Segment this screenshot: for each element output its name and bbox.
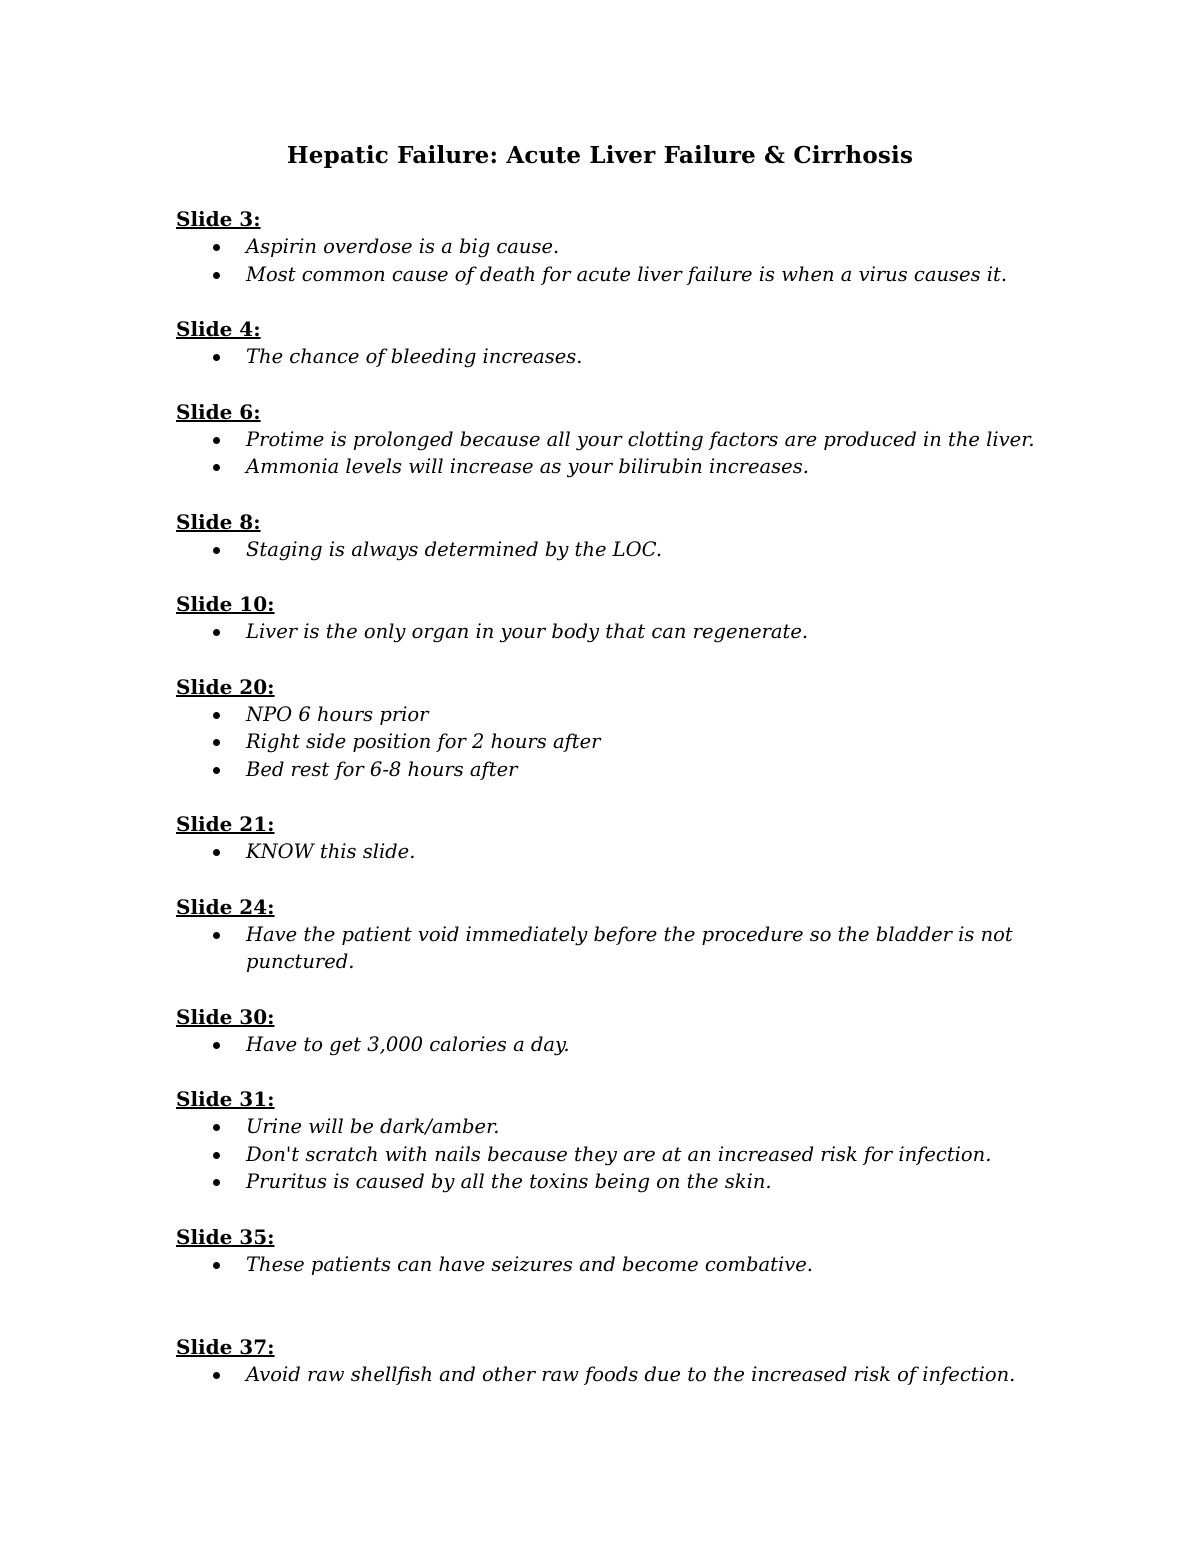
section-slide-24: [176, 893, 1036, 976]
section-heading: Slide 35:: [176, 1224, 275, 1249]
section-slide-37: [176, 1333, 1036, 1389]
bullet-icon: [213, 932, 220, 939]
bullet-list: [176, 618, 1036, 646]
bullet-icon: [213, 739, 220, 746]
section-slide-20: [176, 673, 1036, 784]
bullet-item: [176, 1113, 1036, 1141]
bullet-list: [176, 536, 1036, 564]
bullet-icon: [213, 1372, 220, 1379]
section-slide-10: [176, 590, 1036, 646]
bullet-text: Don't scratch with nails because they are at an increased risk for infection.: [246, 1142, 992, 1166]
bullet-item: [176, 838, 1036, 866]
bullet-item: [176, 921, 1036, 976]
bullet-text: KNOW this slide.: [246, 840, 416, 863]
bullet-icon: [213, 712, 220, 719]
bullet-text: Protime is prolonged because all your clotting factors are produced in the liver.: [246, 427, 1035, 451]
bullet-item: [176, 618, 1036, 646]
bullet-text: Pruritus is caused by all the toxins being on the skin.: [246, 1170, 772, 1193]
bullet-icon: [213, 464, 220, 471]
section-heading: Slide 37:: [176, 1335, 275, 1359]
bullet-list: [176, 701, 1036, 784]
bullet-item: [176, 1168, 1036, 1196]
notes-content: [176, 205, 1036, 1416]
bullet-item: [176, 1031, 1036, 1059]
bullet-icon: [213, 437, 220, 444]
bullet-icon: [213, 767, 220, 774]
section-heading: Slide 10:: [176, 592, 275, 616]
bullet-item: [176, 261, 1036, 289]
bullet-text: These patients can have seizures and become combative.: [246, 1252, 813, 1276]
section-slide-30: [176, 1003, 1036, 1059]
section-slide-21: [176, 810, 1036, 866]
bullet-list: [176, 1113, 1036, 1196]
section-slide-31: [176, 1085, 1036, 1196]
section-heading: Slide 4:: [176, 317, 261, 341]
section-heading: Slide 21:: [176, 812, 275, 836]
bullet-item: [176, 701, 1036, 729]
section-heading: Slide 31:: [176, 1087, 275, 1111]
bullet-text: Have to get 3,000 calories a day.: [246, 1032, 570, 1056]
bullet-item: [176, 453, 1036, 481]
bullet-list: [176, 426, 1036, 481]
bullet-list: [176, 921, 1036, 976]
bullet-text: Liver is the only organ in your body that can regenerate.: [246, 620, 809, 643]
bullet-text: Avoid raw shellfish and other raw foods due to the increased risk of infection.: [246, 1363, 1016, 1386]
bullet-text: The chance of bleeding increases.: [246, 345, 583, 368]
bullet-icon: [213, 547, 220, 554]
bullet-list: [176, 838, 1036, 866]
bullet-icon: [213, 354, 220, 361]
bullet-text: Most common cause of death for acute liver failure is when a virus causes it.: [246, 262, 1008, 286]
section-heading: Slide 6:: [176, 399, 261, 424]
bullet-item: [176, 1361, 1036, 1389]
bullet-text: Bed rest for 6-8 hours after: [246, 757, 518, 781]
section-slide-6: [176, 398, 1036, 481]
bullet-text: Aspirin overdose is a big cause.: [246, 235, 560, 258]
bullet-list: [176, 233, 1036, 288]
bullet-icon: [213, 244, 220, 251]
bullet-icon: [213, 1042, 220, 1049]
bullet-text: Urine will be dark/amber.: [246, 1115, 500, 1138]
section-slide-4: [176, 315, 1036, 371]
bullet-icon: [213, 629, 220, 636]
bullet-item: [176, 756, 1036, 784]
bullet-list: [176, 343, 1036, 371]
bullet-list: [176, 1251, 1036, 1279]
section-slide-3: [176, 205, 1036, 288]
document-title: Hepatic Failure: Acute Liver Failure & Cirrhosis: [286, 142, 914, 169]
bullet-item: [176, 343, 1036, 371]
bullet-text: Staging is always determined by the LOC.: [246, 537, 663, 561]
bullet-item: [176, 1141, 1036, 1169]
bullet-icon: [213, 1262, 220, 1269]
bullet-text: Right side position for 2 hours after: [246, 730, 601, 753]
bullet-list: [176, 1361, 1036, 1389]
bullet-icon: [213, 1124, 220, 1131]
bullet-text: NPO 6 hours prior: [246, 702, 429, 726]
bullet-item: [176, 233, 1036, 261]
section-slide-35: [176, 1223, 1036, 1279]
section-heading: Slide 24:: [176, 894, 275, 919]
bullet-icon: [213, 1179, 220, 1186]
bullet-item: [176, 536, 1036, 564]
section-heading: Slide 3:: [176, 207, 261, 231]
bullet-text: Have the patient void immediately before the procedure so the bladder is not punctured.: [246, 922, 1013, 973]
section-heading: Slide 20:: [176, 674, 275, 699]
bullet-icon: [213, 1152, 220, 1159]
section-slide-8: [176, 508, 1036, 564]
bullet-icon: [213, 849, 220, 856]
bullet-item: [176, 728, 1036, 756]
bullet-item: [176, 426, 1036, 454]
bullet-text: Ammonia levels will increase as your bilirubin increases.: [246, 455, 809, 478]
bullet-icon: [213, 272, 220, 279]
bullet-list: [176, 1031, 1036, 1059]
section-heading: Slide 30:: [176, 1004, 275, 1029]
bullet-item: [176, 1251, 1036, 1279]
section-heading: Slide 8:: [176, 509, 261, 534]
